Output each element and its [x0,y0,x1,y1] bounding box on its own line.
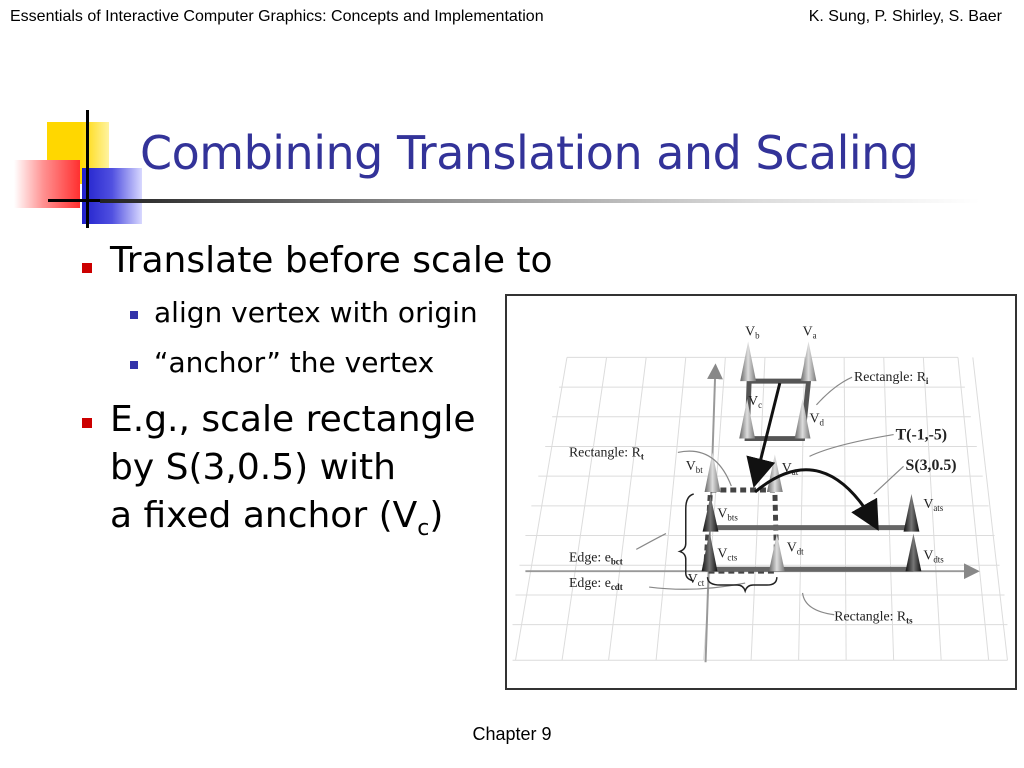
label-vct: $V_{ct}$ [687,571,705,589]
logo-vertical-line [86,110,89,228]
decorative-logo [0,0,150,240]
label-vat: $V_{at}$ [781,460,799,478]
label-vbts: $V_{bts}$ [717,505,738,523]
bullet-1 [82,240,553,281]
figure-svg [507,296,1015,688]
header-authors: K. Sung, P. Shirley, S. Baer [808,8,1002,25]
slide-title: Combining Translation and Scaling [140,126,919,180]
bullet-square-icon [82,263,92,273]
rectangle-rts [706,528,914,570]
label-vb: $V_b$ [745,323,760,341]
title-underline [100,199,980,203]
label-vdts: $V_{dts}$ [923,547,944,565]
bullet-2-line-3-sub: c [417,516,430,542]
bullet-square-icon [82,418,92,428]
footer-chapter: Chapter 9 [472,724,552,744]
label-rect-rts: Rectangle: $R_{ts}$ [834,608,913,626]
label-vd: $V_d$ [809,410,824,428]
label-scale: S(3,0.5) [905,457,957,475]
bullet-1-text: Translate before scale to [110,240,553,281]
sub-bullet-square-icon [130,361,138,369]
label-va: $V_a$ [802,323,817,341]
sub-bullet-2-text: “anchor” the vertex [154,346,435,379]
label-rect-rt: Rectangle: $R_t$ [568,444,644,462]
label-rect-ri: Rectangle: $R_i$ [854,369,929,387]
bullet-2-line-3-suffix: ) [429,495,444,536]
transformation-figure [505,294,1017,690]
label-vdt: $V_{dt}$ [786,539,804,557]
sub-bullet-square-icon [130,311,138,319]
leader-lines [636,377,903,615]
logo-blue-square [82,168,142,224]
bullet-2-line-3-prefix: a fixed anchor (V [110,495,418,536]
sub-bullet-2 [130,346,434,379]
label-edge-cdt: Edge: $e_{cdt}$ [568,575,623,592]
bullet-2 [82,396,476,553]
label-vbt: $V_{bt}$ [685,458,703,476]
sub-bullet-1 [130,296,478,329]
header-course-title: Essentials of Interactive Computer Graphics: Concepts and Implementation [10,8,544,25]
label-vats: $V_{ats}$ [923,495,944,513]
bullet-2-line-3 [110,492,476,553]
bullet-2-line-1: E.g., scale rectangle [110,399,476,440]
label-vc: $V_c$ [748,392,763,410]
bullet-2-line-2: by S(3,0.5) with [110,447,396,488]
sub-bullet-1-text: align vertex with origin [154,296,478,329]
label-translate: T(-1,-5) [895,426,948,444]
label-vcts: $V_{cts}$ [717,545,738,563]
label-edge-bct: Edge: $e_{bct}$ [568,549,623,567]
